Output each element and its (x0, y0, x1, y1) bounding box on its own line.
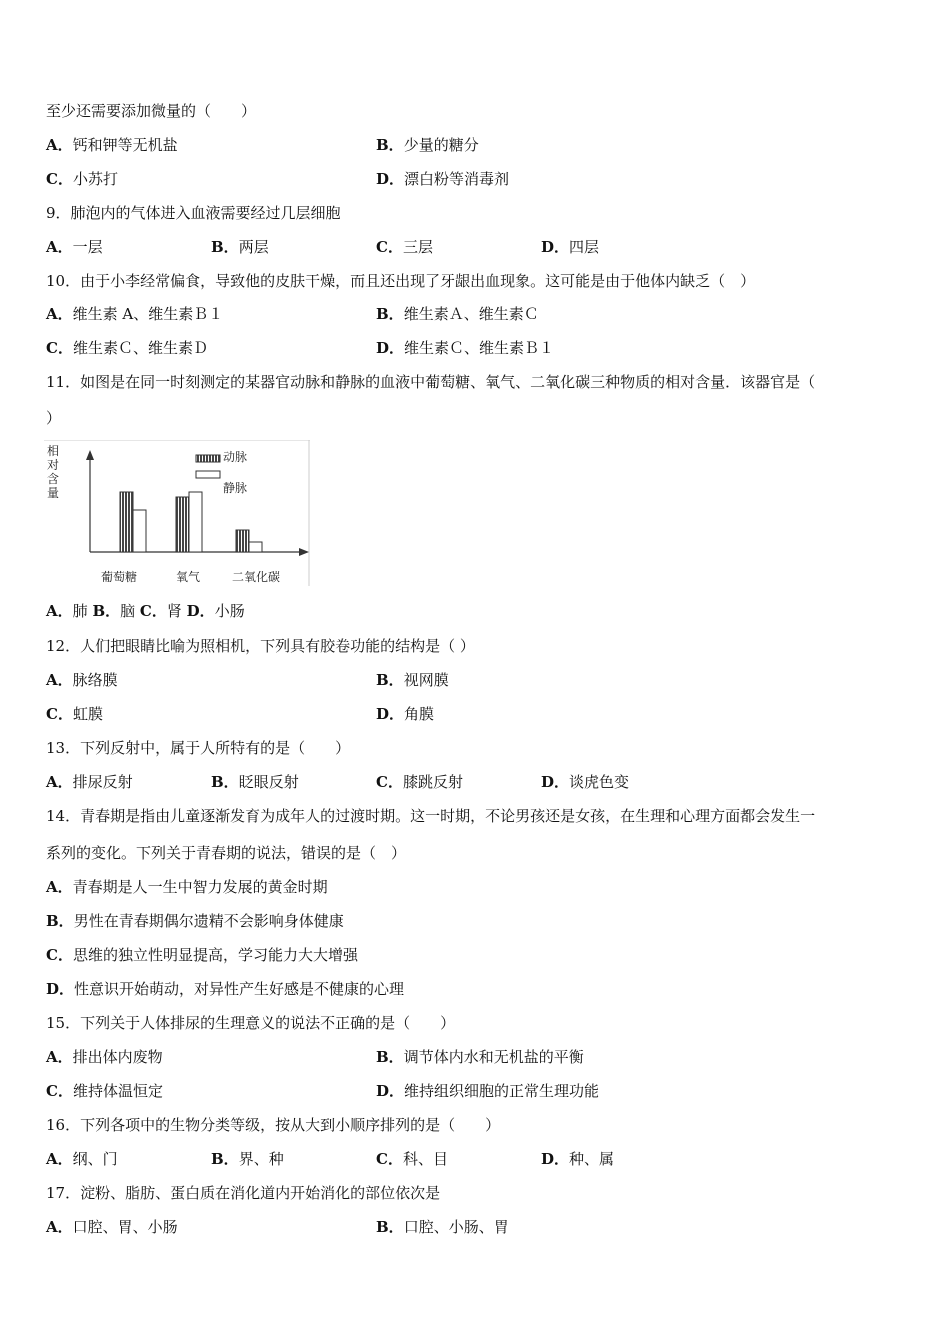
option-text: 四层 (569, 238, 600, 256)
q12-option-a[interactable] (46, 670, 118, 690)
option-text: 小苏打 (72, 170, 118, 188)
q11-option-d[interactable] (187, 602, 245, 620)
option-label: C． (46, 946, 73, 964)
option-text: 钙和钾等无机盐 (72, 136, 178, 154)
option-label: D． (376, 339, 405, 357)
q11-option-b[interactable] (92, 602, 135, 620)
option-text: 维生素Ｃ、维生素Ｂ１ (404, 339, 555, 357)
option-text: 少量的糖分 (403, 136, 479, 154)
q14-option-d[interactable] (46, 979, 404, 999)
option-label: B． (92, 602, 121, 620)
option-text: 脑 (120, 602, 136, 620)
question-14-stem: 14．青春期是指由儿童逐渐发育为成年人的过渡时期。这一时期，不论男孩还是女孩，在生理和心理方面都会发生一 (46, 807, 816, 825)
option-label: B． (376, 305, 404, 323)
option-label: A． (46, 671, 73, 689)
option-text: 两层 (238, 238, 269, 256)
option-label: A． (46, 1150, 73, 1168)
option-text: 维生素Ａ、维生素Ｃ (403, 305, 539, 323)
option-text: 一层 (72, 238, 103, 256)
option-label: C． (46, 705, 73, 723)
option-text: 眨眼反射 (238, 773, 299, 791)
q11-options (46, 601, 245, 621)
option-label: A． (46, 1218, 73, 1236)
question-14-stem-cont: 系列的变化。下列关于青春期的说法，错误的是（ ） (46, 844, 407, 862)
option-label: A． (46, 305, 73, 323)
option-text: 脉络膜 (72, 671, 118, 689)
q15-option-a[interactable] (46, 1047, 163, 1067)
q13-option-b[interactable] (211, 772, 299, 792)
option-label: A． (46, 602, 73, 620)
option-label: C． (376, 773, 403, 791)
option-text: 视网膜 (403, 671, 449, 689)
option-label: C． (46, 339, 73, 357)
option-label: D． (376, 1082, 405, 1100)
q16-option-d[interactable] (541, 1149, 614, 1169)
y-axis-arrow (86, 450, 94, 460)
bar-vein-0 (133, 510, 146, 552)
bar-artery-0 (120, 492, 133, 552)
question-13-stem: 13．下列反射中，属于人所特有的是（ ） (46, 739, 351, 757)
option-text: 界、种 (238, 1150, 284, 1168)
option-text: 调节体内水和无机盐的平衡 (403, 1048, 584, 1066)
x-axis-arrow (299, 548, 309, 556)
q9-option-c[interactable] (376, 237, 433, 257)
q13-option-c[interactable] (376, 772, 463, 792)
question-17-stem: 17．淀粉、脂肪、蛋白质在消化道内开始消化的部位依次是 (46, 1184, 441, 1202)
bar-vein-2 (249, 542, 262, 552)
question-16-stem: 16．下列各项中的生物分类等级，按从大到小顺序排列的是（ ） (46, 1116, 501, 1134)
ylabel-char-2: 对 (47, 458, 60, 472)
legend-swatch-artery (196, 455, 220, 462)
q17-option-a[interactable] (46, 1217, 178, 1237)
bar-chart (44, 440, 310, 586)
option-text: 性意识开始萌动，对异性产生好感是不健康的心理 (74, 980, 405, 998)
q13-option-d[interactable] (541, 772, 629, 792)
option-label: B． (211, 773, 239, 791)
option-text: 维生素 A、维生素Ｂ１ (72, 305, 224, 323)
option-label: D． (541, 238, 570, 256)
option-text: 维持体温恒定 (72, 1082, 163, 1100)
option-text: 种、属 (569, 1150, 615, 1168)
q16-option-a[interactable] (46, 1149, 118, 1169)
option-label: C． (46, 1082, 73, 1100)
ylabel-char-4: 量 (47, 486, 60, 500)
q16-option-b[interactable] (211, 1149, 284, 1169)
option-label: C． (376, 1150, 403, 1168)
option-label: C． (139, 602, 167, 620)
option-label: D． (186, 602, 215, 620)
option-label: B． (376, 136, 404, 154)
option-label: D． (541, 773, 570, 791)
bar-artery-1 (176, 497, 189, 552)
option-text: 口腔、胃、小肠 (72, 1218, 178, 1236)
bar-vein-1 (189, 492, 202, 552)
q12-option-d[interactable] (376, 704, 434, 724)
option-label: A． (46, 1048, 73, 1066)
question-8-stem-tail: 至少还需要添加微量的（ ） (46, 102, 257, 120)
question-10-stem: 10．由于小李经常偏食，导致他的皮肤干燥，而且还出现了牙龈出血现象。这可能是由于他体内缺乏（ ） (46, 272, 756, 290)
option-text: 思维的独立性明显提高，学习能力大大增强 (72, 946, 358, 964)
option-label: A． (46, 878, 73, 896)
option-text: 维生素Ｃ、维生素Ｄ (72, 339, 208, 357)
bar-artery-2 (236, 530, 249, 552)
q13-option-a[interactable] (46, 772, 133, 792)
option-text: 虹膜 (72, 705, 103, 723)
q10-option-c[interactable] (46, 338, 208, 358)
option-text: 维持组织细胞的正常生理功能 (404, 1082, 600, 1100)
option-label: B． (376, 1048, 404, 1066)
q9-option-d[interactable] (541, 237, 599, 257)
option-label: B． (376, 1218, 404, 1236)
x-tick-label: 氧气 (176, 570, 201, 584)
option-text: 青春期是人一生中智力发展的黄金时期 (72, 878, 328, 896)
legend-label-vein: 静脉 (223, 481, 248, 495)
q8-option-b[interactable] (376, 135, 479, 155)
q10-option-d[interactable] (376, 338, 554, 358)
q15-option-d[interactable] (376, 1081, 599, 1101)
option-text: 小肠 (214, 602, 245, 620)
option-label: D． (46, 980, 75, 998)
q12-option-c[interactable] (46, 704, 103, 724)
x-tick-label: 葡萄糖 (101, 570, 138, 584)
option-text: 谈虎色变 (569, 773, 630, 791)
option-label: D． (376, 705, 405, 723)
question-9-stem: 9．肺泡内的气体进入血液需要经过几层细胞 (46, 204, 341, 222)
q10-option-a[interactable] (46, 304, 223, 324)
q15-option-c[interactable] (46, 1081, 163, 1101)
q11-option-c[interactable] (140, 602, 182, 620)
option-label: B． (46, 912, 74, 930)
option-text: 漂白粉等消毒剂 (404, 170, 510, 188)
question-11-stem-cont: ） (46, 409, 62, 427)
ylabel-char-3: 含 (47, 472, 60, 486)
option-text: 角膜 (404, 705, 435, 723)
option-text: 排尿反射 (72, 773, 133, 791)
q15-option-b[interactable] (376, 1047, 584, 1067)
option-text: 科、目 (402, 1150, 448, 1168)
option-label: D． (376, 170, 405, 188)
question-12-stem: 12．人们把眼睛比喻为照相机，下列具有胶卷功能的结构是（ ） (46, 637, 475, 655)
q14-option-c[interactable] (46, 945, 358, 965)
option-label: A． (46, 773, 73, 791)
q16-option-c[interactable] (376, 1149, 448, 1169)
option-text: 纲、门 (72, 1150, 118, 1168)
q8-option-d[interactable] (376, 169, 509, 189)
q12-option-b[interactable] (376, 670, 449, 690)
bars-group (120, 492, 262, 552)
option-label: C． (376, 238, 403, 256)
q14-option-b[interactable] (46, 911, 344, 931)
legend-swatch-vein (196, 471, 220, 478)
option-text: 口腔、小肠、胃 (403, 1218, 509, 1236)
option-label: D． (541, 1150, 570, 1168)
q9-option-b[interactable] (211, 237, 269, 257)
q10-option-b[interactable] (376, 304, 539, 324)
option-text: 排出体内废物 (72, 1048, 163, 1066)
q14-option-a[interactable] (46, 877, 328, 897)
option-label: A． (46, 136, 73, 154)
option-label: B． (211, 238, 239, 256)
q8-option-a[interactable] (46, 135, 178, 155)
option-label: B． (211, 1150, 239, 1168)
q9-option-a[interactable] (46, 237, 103, 257)
option-text: 膝跳反射 (402, 773, 463, 791)
option-text: 男性在青春期偶尔遗精不会影响身体健康 (73, 912, 344, 930)
ylabel-char-1: 相 (47, 444, 60, 458)
legend-label-artery: 动脉 (223, 450, 248, 464)
option-text: 肺 (72, 602, 88, 620)
option-text: 肾 (166, 602, 182, 620)
option-label: A． (46, 238, 73, 256)
q17-option-b[interactable] (376, 1217, 509, 1237)
question-15-stem: 15．下列关于人体排尿的生理意义的说法不正确的是（ ） (46, 1014, 456, 1032)
option-label: B． (376, 671, 404, 689)
option-text: 三层 (402, 238, 433, 256)
option-label: C． (46, 170, 73, 188)
q8-option-c[interactable] (46, 169, 118, 189)
question-11-stem: 11．如图是在同一时刻测定的某器官动脉和静脉的血液中葡萄糖、氧气、二氧化碳三种物质的相对含量．该器官是（ (46, 373, 816, 391)
x-tick-label: 二氧化碳 (232, 570, 281, 584)
q11-option-a[interactable] (46, 602, 88, 620)
